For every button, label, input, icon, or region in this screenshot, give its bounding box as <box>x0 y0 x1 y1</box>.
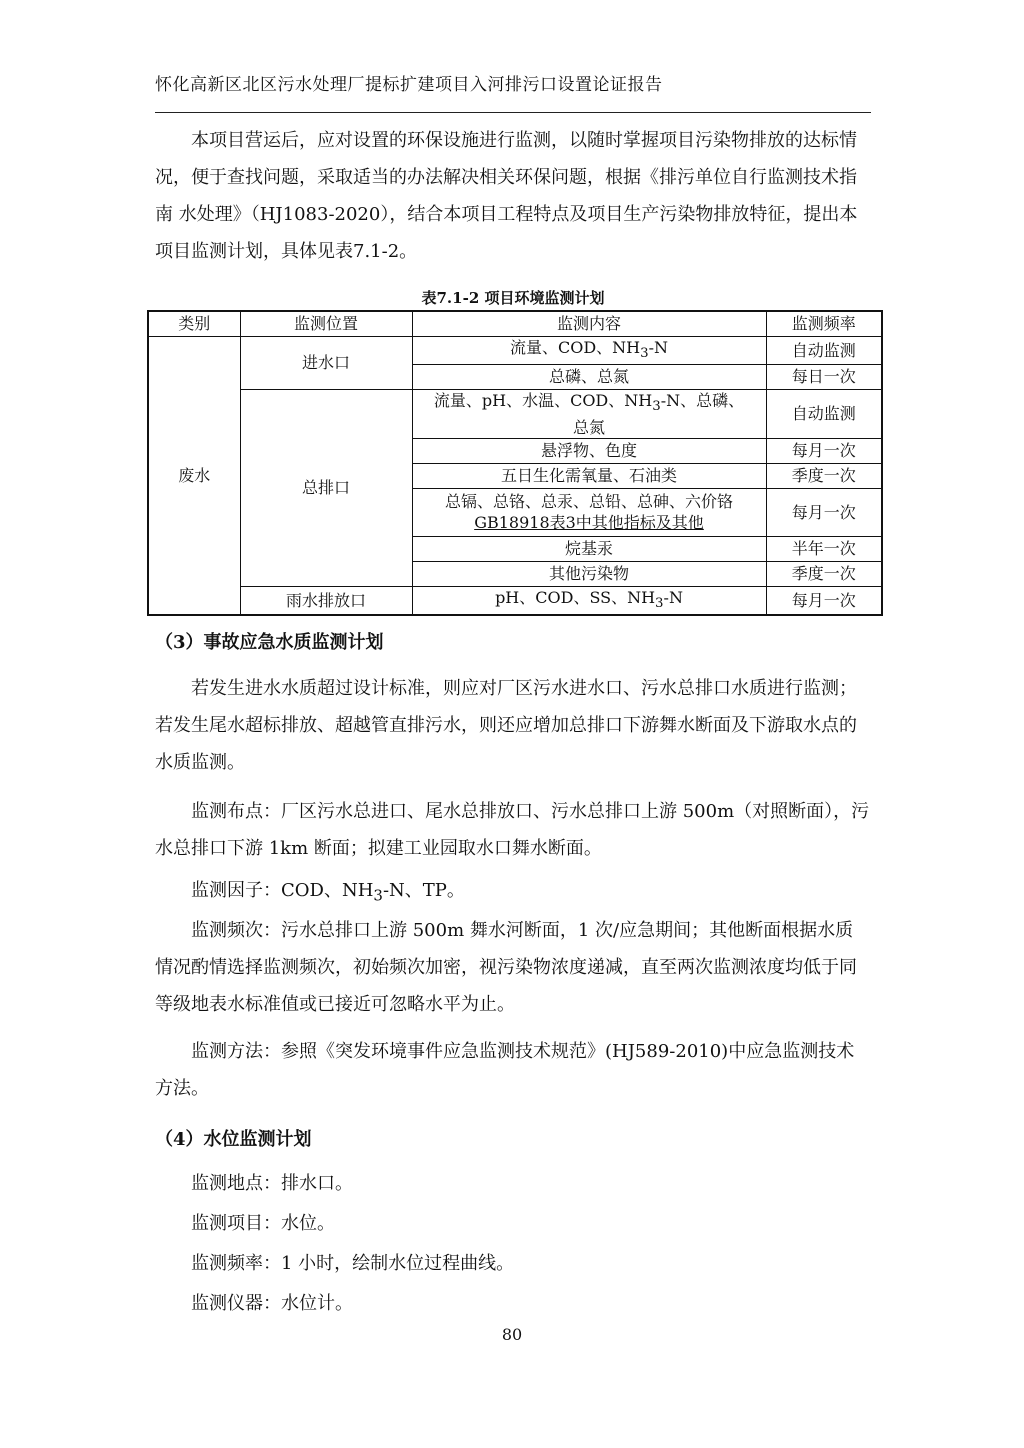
section3-paragraph-5: 监测方法：参照《突发环境事件应急监测技术规范》(HJ589-2010)中应急监测技术方法。 <box>155 1041 855 1099</box>
section3-paragraph-1: 若发生进水水质超过设计标准，则应对厂区污水进水口、污水总排口水质进行监测；若发生尾水超标排放、超越管直排污水，则还应增加总排口下游舞水断面及下游取水点的水质监测。 <box>155 678 857 773</box>
location-rain: 雨水排放口 <box>240 586 412 615</box>
content-cell: 其他污染物 <box>412 561 766 586</box>
content-line2: 总氮 <box>572 417 605 437</box>
frequency-cell: 自动监测 <box>766 336 882 364</box>
table-header-row <box>148 311 882 336</box>
content-cell: 五日生化需氧量、石油类 <box>412 463 766 488</box>
intro-paragraph: 本项目营运后，应对设置的环保设施进行监测，以随时掌握项目污染物排放的达标情况，便于查找问题，采取适当的办法解决相关环保问题，根据《排污单位自行监测技术指南 水处理》（HJ1083-2020），结合本项目工程特点及项目生产污染物排放特征，提出本项目监测计划，具体见表7.1-2。 <box>155 130 858 262</box>
page-header: 怀化高新区北区污水处理厂提标扩建项目入河排污口设置论证报告 <box>155 75 663 95</box>
frequency-cell: 每日一次 <box>766 364 882 389</box>
frequency-cell: 半年一次 <box>766 536 882 561</box>
frequency-cell: 季度一次 <box>766 463 882 488</box>
frequency-cell: 每月一次 <box>766 488 882 536</box>
frequency-cell: 每月一次 <box>766 586 882 615</box>
header-category: 类别 <box>148 311 240 336</box>
content-line1: 总镉、总铬、总汞、总铅、总砷、六价铬 <box>444 492 733 512</box>
table-row <box>148 336 882 364</box>
section4-paragraph-4: 监测仪器：水位计。 <box>191 1293 353 1314</box>
monitoring-plan-table <box>147 310 883 616</box>
header-frequency: 监测频率 <box>766 311 882 336</box>
section3-paragraph-4: 监测频次：污水总排口上游 500m 舞水河断面，1 次/应急期间；其他断面根据水质情况酌情选择监测频次，初始频次加密，视污染物浓度递减，直至两次监测浓度均低于同等级地表水标准值或已接近可忽略水平为止。 <box>155 920 857 1015</box>
section4-paragraph-2: 监测项目：水位。 <box>191 1213 335 1234</box>
frequency-cell: 季度一次 <box>766 561 882 586</box>
content-cell <box>412 488 766 536</box>
location-inlet: 进水口 <box>240 336 412 389</box>
section3-paragraph-3: 监测因子：COD、$NH_3-N$、TP。 <box>191 880 465 905</box>
content-cell: 烷基汞 <box>412 536 766 561</box>
section3-heading: （3）事故应急水质监测计划 <box>155 632 384 653</box>
header-content: 监测内容 <box>412 311 766 336</box>
content-cell: 总磷、总氮 <box>412 364 766 389</box>
section3-paragraph-2: 监测布点：厂区污水总进口、尾水总排放口、污水总排口上游 500m（对照断面），污水总排口下游 1km 断面；拟建工业园取水口舞水断面。 <box>155 801 870 859</box>
page-number: 80 <box>501 1325 523 1344</box>
category-cell: 废水 <box>148 336 240 615</box>
content-line2: GB18918表3中其他指标及其他 <box>474 513 704 533</box>
table-row <box>148 586 882 615</box>
table-row <box>148 389 882 438</box>
section4-paragraph-3: 监测频率：1 小时，绘制水位过程曲线。 <box>191 1253 515 1274</box>
section4-heading: （4）水位监测计划 <box>155 1129 312 1150</box>
section4-paragraph-1: 监测地点：排水口。 <box>191 1173 353 1194</box>
content-cell: 流量、pH、水温、COD、$NH_3-N$、总磷、 总氮 <box>412 389 766 438</box>
content-cell: 悬浮物、色度 <box>412 438 766 463</box>
content-cell: 流量、COD、$NH_3-N$ <box>412 336 766 364</box>
frequency-cell: 每月一次 <box>766 438 882 463</box>
content-cell: pH、COD、SS、$NH_3-N$ <box>412 586 766 615</box>
header-rule <box>155 112 871 113</box>
location-outlet: 总排口 <box>240 389 412 586</box>
frequency-cell: 自动监测 <box>766 389 882 438</box>
table-caption: 表7.1-2 项目环境监测计划 <box>421 289 605 307</box>
header-location: 监测位置 <box>240 311 412 336</box>
